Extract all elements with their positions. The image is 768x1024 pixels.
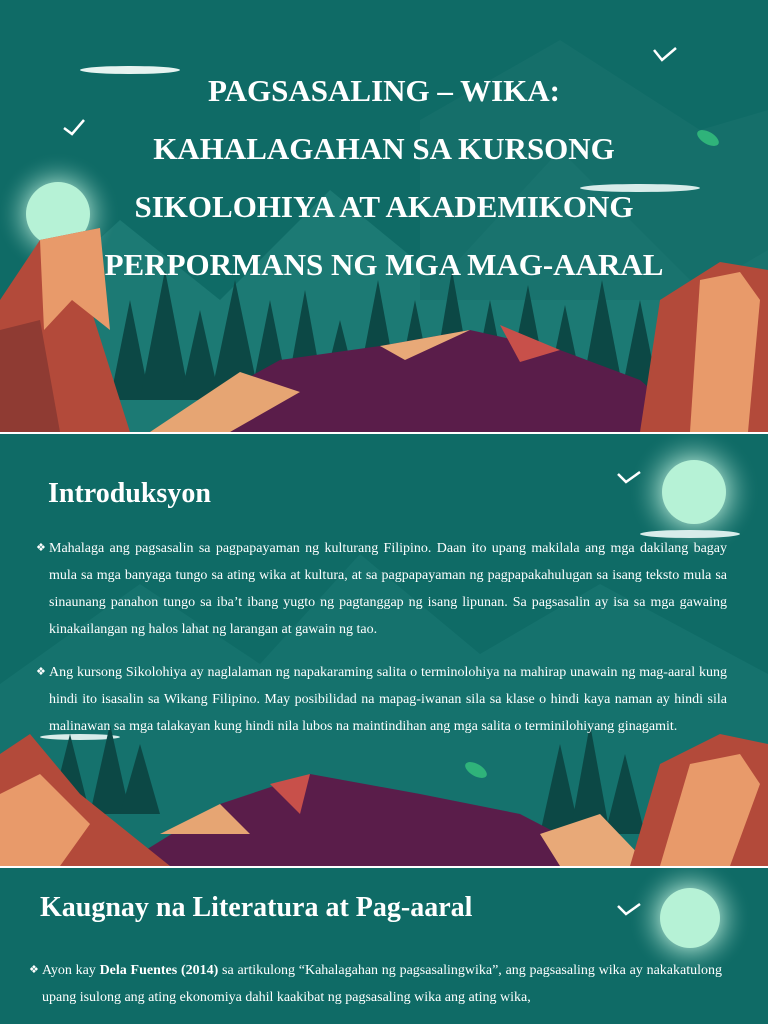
slide-title xyxy=(60,62,708,294)
title-line-2: KAHALAGAHAN SA KURSONG xyxy=(153,131,615,166)
paragraph-2-text: Ang kursong Sikolohiya ay naglalaman ng napakaraming salita o terminolohiya na mahirap unawain ng mag-aaral kung hindi ito isasalin sa Wikang Filipino. May posibilidad na mapag-iwanan sila sa klase o hindi kaya naman ay hindi sila malinawan sa mga talakayan kung hindi nila lubos na maintindihan ang mga salita o terminilohiyang ginagamit. xyxy=(49,665,727,734)
section-heading: Kaugnay na Literatura at Pag-aaral xyxy=(40,892,473,923)
diamond-bullet-icon: ❖ xyxy=(36,666,46,678)
diamond-bullet-icon: ❖ xyxy=(29,964,39,976)
paragraph-1 xyxy=(36,535,727,643)
diamond-bullet-icon: ❖ xyxy=(36,542,46,554)
title-line-3: SIKOLOHIYA AT AKADEMIKONG xyxy=(134,189,634,224)
title-slide xyxy=(0,0,768,432)
paragraph-3-start: Ayon kay xyxy=(42,963,100,978)
moon-icon xyxy=(660,888,720,948)
introduction-slide xyxy=(0,434,768,866)
paragraph-1-text: Mahalaga ang pagsasalin sa pagpapayaman ng kulturang Filipino. Daan ito upang makilala ang mga dakilang bagay mula sa mga banyaga tungo sa ating wika at kultura, at sa pagpapayaman ng pagpapakahulugan sa isang teksto mula sa sinaunang panahon tungo sa iba’t ibang yugto ng pagtanggap ng isang lipunan. Sa pagsasalin ay isa sa mga gawaing kinakailangan ng halos lahat ng larangan at gawain ng tao. xyxy=(49,541,727,637)
paragraph-2 xyxy=(36,659,727,740)
title-line-4: PERPORMANS NG MGA MAG-AARAL xyxy=(104,247,664,282)
title-line-1: PAGSASALING – WIKA: xyxy=(208,73,560,108)
paragraph-3 xyxy=(29,957,722,1011)
paragraph-3-rest: sa artikulong “Kahalagahan ng pagsasalingwika”, ang pagsasaling wika ay nakakatulong upang isulong ang ating ekonomiya dahil kaakibat ng pagsasaling wika ang ating wika, xyxy=(42,963,722,1005)
citation-author: Dela Fuentes (2014) xyxy=(99,963,219,978)
literature-slide xyxy=(0,868,768,1024)
section-heading: Introduksyon xyxy=(48,478,211,509)
moon-icon xyxy=(662,460,726,524)
